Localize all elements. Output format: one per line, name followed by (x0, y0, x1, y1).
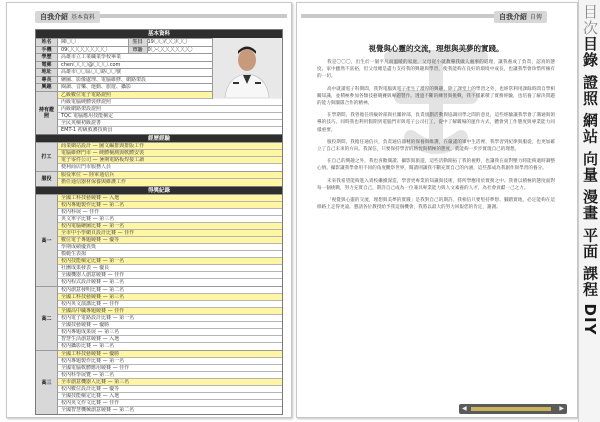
award-groups (36, 194, 282, 414)
group-row (36, 171, 282, 186)
certificate-item: 全民英檢初級證書 (58, 120, 282, 127)
header-label (35, 11, 100, 23)
list-item: 全國工科技藝競賽 — 入選 (58, 195, 282, 202)
group-row (36, 194, 282, 286)
list-item: 全國工科技藝競賽 — 第三名 (58, 294, 282, 301)
list-item: 商業網站設計 — 圖文編排與排版工作 (58, 143, 282, 150)
info-value-wrap (58, 69, 214, 76)
info-label-2: 市話 (128, 47, 148, 54)
info-label: 地址 (36, 69, 58, 76)
resume-page (6, 2, 292, 418)
essay-body (317, 59, 555, 216)
group-row (36, 286, 282, 350)
info-label: 電郵 (36, 62, 58, 69)
prev-page-icon[interactable]: ◀ (462, 405, 467, 412)
info-row (36, 53, 214, 61)
list-item: 校內攝影比賽 — 第二名 (61, 342, 115, 349)
section-title-awards: 得獎紀錄 (36, 186, 282, 194)
certificate-item: EMT-1 初級救護技術員 (61, 126, 113, 133)
experience-groups (36, 142, 282, 186)
basic-info (36, 38, 282, 91)
page-header (7, 11, 291, 23)
group-list (58, 287, 282, 350)
list-item: 校內科學展覽 — 第二名 (58, 372, 282, 379)
info-value-wrap (58, 39, 214, 46)
page-header (297, 11, 577, 23)
vertical-title-prefix: 目次 (581, 4, 599, 36)
info-label-2: 生日 (128, 39, 148, 46)
info-row (36, 38, 214, 46)
list-item: 校內創意發明比賽 — 第二名 (58, 287, 282, 294)
list-item: 校內電子電路設計比賽 — 第一名 (58, 315, 282, 322)
certificate-item: 丙級網路架設證照 (58, 106, 282, 113)
person-photo-icon (213, 38, 281, 98)
list-item: 模範生表揚 (58, 251, 282, 258)
list-item: 校內英文演講比賽 — 佳作 (58, 301, 282, 308)
list-item: 數位電子專題競賽 — 優等 (58, 237, 282, 244)
list-item: 全國機器人創意競賽 — 佳作 (58, 272, 282, 279)
list-item: 校內電腦繪圖比賽 — 第一名 (58, 223, 282, 230)
list-item: 校內英文作文比賽 — 佳作 (58, 400, 282, 407)
info-value: 09〇〇〇〇〇〇〇〇 (61, 46, 108, 53)
essay-title: 視覺與心靈的交流，理想與美夢的實踐。 (368, 44, 504, 53)
group-label: 服役 (36, 172, 58, 186)
essay-paragraph: 我是〇〇〇，出生於一個平凡而溫暖的家庭，父母從小就教導我做人處事的道理，讓我養成了負責、認真的態度。家中雖然不富裕，但父母總是盡力支持我的興趣與學習，使我能夠在良好的環境中成長，也讓我學會珍惜所擁有的一切。 (317, 60, 555, 80)
list-item: 全國技能檢定比賽 — 入選 (58, 393, 282, 400)
info-value: chen〇〇〇@〇〇〇.com (61, 61, 121, 68)
group-row (36, 142, 282, 171)
list-item: 校內專題製作比賽 — 第二名 (58, 202, 282, 209)
autobiography-page (296, 2, 578, 418)
profile-photo (212, 38, 282, 99)
info-value: 閱讀、音樂、運動、旅遊、攝影 (61, 84, 132, 90)
header-title: 自我介紹 (498, 13, 527, 21)
list-item: 智慧生活創意競賽 — 入選 (58, 336, 282, 343)
info-value: 繪圖、影像處理、電腦維修、網路架設 (61, 76, 147, 83)
list-item: 全國技藝競賽 — 優勝 (58, 322, 282, 329)
list-item: 校內技能檢定比賽 — 第一名 (58, 258, 282, 265)
group-label: 高三 (36, 351, 58, 414)
essay-paragraph: 未來我希望能夠進入貴校繼續深造，學習更專業的知識與技術，將所學應用於實務之中。我會以積極的態度面對每一個挑戰，努力充實自己，期許自己成為一位兼具專業能力與人文素養的人才，為社會貢獻一己之力。 (317, 178, 555, 191)
info-label: 學歷 (36, 54, 58, 61)
info-label: 姓名 (36, 39, 58, 46)
info-value-wrap (58, 84, 214, 91)
list-item: 電子零件公司 — 暑期電路板焊接工讀 (58, 157, 282, 164)
certificate-item: 丙級電腦硬體裝修證照 (58, 99, 282, 106)
page-scrollbar[interactable] (471, 407, 551, 411)
vertical-title (581, 4, 599, 335)
resume-table (35, 29, 283, 415)
info-row (36, 61, 214, 69)
list-item: 全國智慧機械創意競賽 — 第二名 (61, 406, 135, 413)
info-label: 手機 (36, 47, 58, 54)
header-subtitle: 基本資料 (71, 14, 96, 21)
info-row (36, 46, 214, 54)
info-row (36, 83, 214, 91)
info-value-2: 0〇-〇〇〇〇〇〇〇 (147, 46, 193, 53)
next-page-icon[interactable]: ▶ (559, 405, 564, 412)
list-item: 全國工科技藝競賽 — 優勝 (58, 351, 282, 358)
list-item: 全市中小學網頁設計比賽 — 佳作 (58, 230, 282, 237)
header-title: 自我介紹 (40, 13, 68, 21)
group-list (58, 351, 282, 414)
vertical-title-text: 目錄 證照 網站 向量 漫畫 平面 課程 DIY (581, 36, 599, 336)
certificate-item: 乙級數位電子電路證照 (58, 92, 282, 99)
list-item: 校內專題成果展 — 第三名 (58, 329, 282, 336)
list-item: 校內程式設計競賽 — 第二名 (61, 278, 125, 285)
group-label: 高二 (36, 287, 58, 350)
group-list (58, 143, 282, 171)
list-item: 便利商店門市服務人員 (61, 163, 112, 170)
info-value: 陳〇〇 (61, 39, 77, 45)
group-row (36, 350, 282, 414)
list-item: 全國電腦軟體應用競賽 — 佳作 (58, 365, 282, 372)
list-item: 全國高中職專題競賽 — 佳作 (58, 308, 282, 315)
section-title-experience: 經歷經驗 (36, 134, 282, 142)
info-value-wrap (58, 77, 214, 84)
list-item: 校內科展 — 佳作 (58, 209, 282, 216)
header-label (494, 11, 547, 23)
group-list (58, 195, 282, 286)
essay-paragraph: 高中就讀電子科期間，我對電腦與電子產生了濃厚的興趣，除了課堂上的學習之外，也經常利用課餘時間自學相關知識，並積極參加各類技藝競賽與專題製作。透過不斷的練習與挑戰，我不僅累積了實務經驗，也培養了解決問題的能力與團隊合作的精神。 (317, 86, 555, 107)
info-value-wrap (58, 62, 214, 69)
info-value: 高雄市立工業職業學校畢業 (61, 54, 122, 60)
certificates-label: 持有證照 (36, 92, 58, 134)
section-title-basic: 基本資料 (36, 30, 282, 38)
info-value-2: 19〇〇/〇〇/〇〇 (147, 39, 188, 45)
info-value-wrap (58, 47, 214, 54)
list-item: 校內專題製作比賽 — 第一名 (58, 358, 282, 365)
group-list (58, 172, 282, 186)
group-label: 打工 (36, 143, 58, 171)
header-subtitle: 自傳 (529, 14, 542, 21)
list-item: 全市創意機器人比賽 — 第三名 (58, 379, 282, 386)
info-label: 興趣 (36, 84, 58, 91)
list-item: 電腦維修門市 — 硬體檢測與軟體安裝 (58, 150, 282, 157)
info-value-wrap (58, 54, 214, 61)
info-row (36, 76, 214, 84)
info-value: 高雄市〇〇區〇〇路〇〇號 (61, 69, 122, 75)
group-label: 高一 (36, 195, 58, 286)
list-item: 校內數位設計比賽 — 優等 (58, 386, 282, 393)
list-item: 學期成績優異獎 (58, 244, 282, 251)
list-item: 社團成果發表 — 優良 (58, 265, 282, 272)
essay-paragraph: 在自己的興趣之外，我也喜歡閱讀、攝影與旅遊，這些活動開拓了我的視野，也讓我在面對壓力時能夠適時調整心情。攝影讓我學會用不同的角度觀察世界，閱讀則讓我不斷充實自己的內涵，這些都成為我創作與學習的養分。 (317, 159, 555, 172)
list-item: 英文單字比賽 — 第三名 (58, 216, 282, 223)
certificate-item: TQC 電腦應用技能檢定 (58, 113, 282, 120)
essay-paragraph: 在學期間，我曾擔任班級幹部與社團幹部，負責規劃活動與協調同學之間的意見，這些經驗讓我學會了溝通與領導的技巧。同時我也利用假期到電腦門市與電子公司打工，從中了解職場的運作方式，體會到工作態度與專業能力同樣重要。 (317, 113, 555, 133)
info-label: 專長 (36, 77, 58, 84)
page-navigator[interactable] (459, 404, 567, 414)
essay-paragraph: 服役期間，我擔任通信兵，負責通信器材的保養與維護，在嚴謹的軍中生活裡，我學習到紀律與服從，也更加確立了自己未來的方向。我深信，只要保持學習的熱忱與積極的態度，就能夠一步步實現自己的理想。 (317, 139, 555, 153)
essay-paragraph: 「視覺與心靈的交流，理想與美夢的實踐」是我對自己的期許。我相信只要堅持夢想、腳踏實地，必定能夠在這條路上走得更遠。懇請各位教授給予我這個機會，我將以最大的努力回報您的肯定，謝謝。 (317, 198, 555, 211)
list-item: 服役單位 — 陸軍通信兵 (58, 172, 282, 179)
info-row (36, 68, 214, 76)
list-item: 擔任通信器材保養與維護工作 (58, 179, 282, 186)
side-title-strip (578, 0, 600, 422)
